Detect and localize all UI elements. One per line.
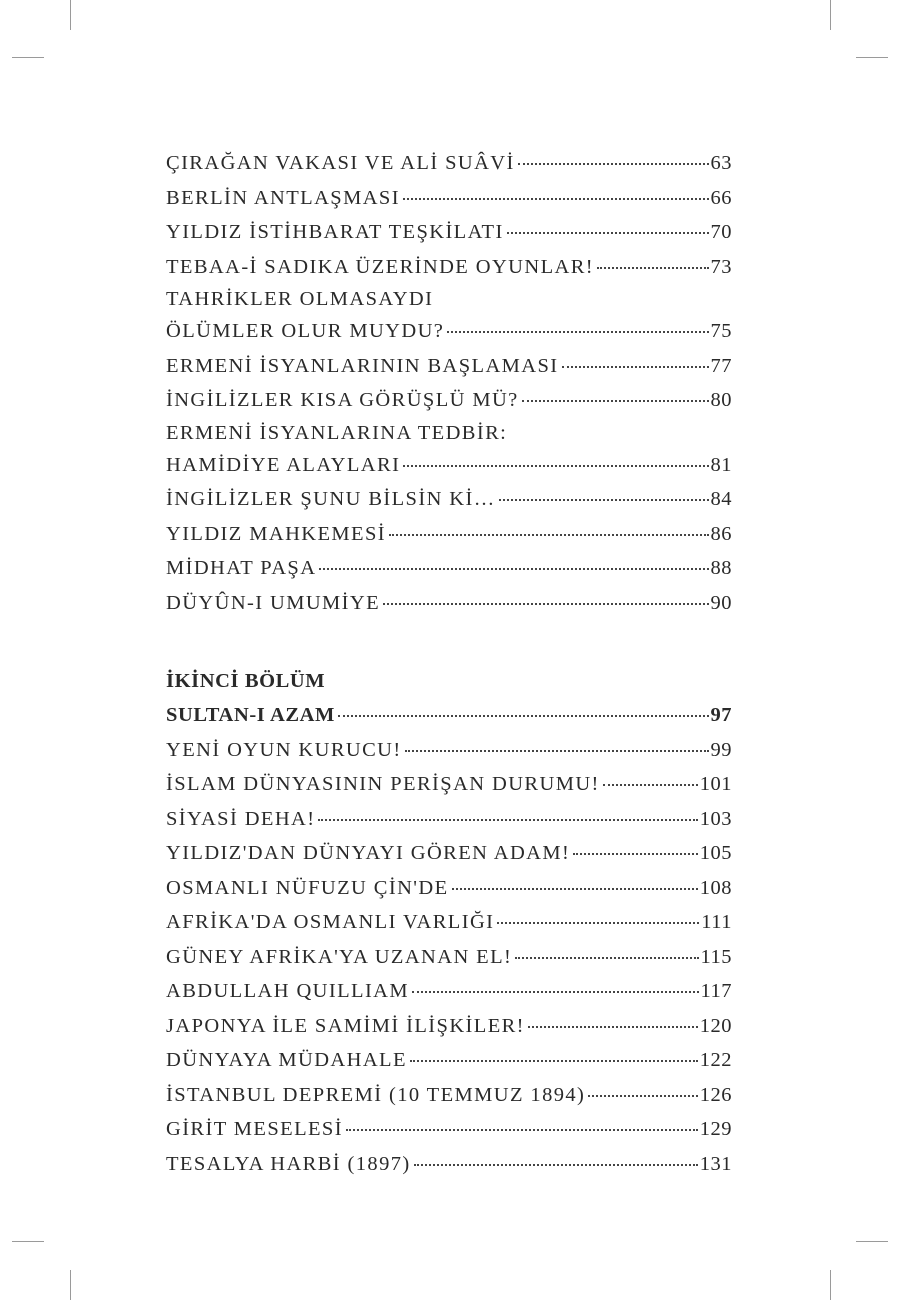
toc-entry [166,1043,732,1078]
toc-entry-title: TESALYA HARBİ (1897) [166,1152,411,1175]
table-of-contents [166,146,732,1181]
toc-entry-page: 97 [710,704,732,726]
toc-entry-page: 115 [700,945,732,968]
dot-leader [515,957,698,959]
dot-leader [412,991,698,993]
toc-entry-title: SİYASİ DEHA! [166,807,316,830]
dot-leader [507,232,709,234]
toc-entry-title: İSTANBUL DEPREMİ (10 TEMMUZ 1894) [166,1083,586,1106]
toc-entry [166,215,732,250]
toc-entry-page: 73 [710,255,732,278]
toc-entry [166,146,732,181]
dot-leader [403,198,709,200]
toc-entry [166,314,732,349]
toc-entry-title: İNGİLİZLER ŞUNU BİLSİN Kİ… [166,488,496,510]
toc-entry [166,482,732,517]
toc-entry-title: YILDIZ İSTİHBARAT TEŞKİLATI [166,221,504,243]
dot-leader [405,750,709,752]
toc-entry [166,767,732,802]
dot-leader [518,163,709,165]
toc-entry [166,905,732,940]
toc-entry-page: 122 [699,1049,732,1071]
toc-entry-title: YILDIZ MAHKEMESİ [166,522,386,545]
dot-leader [522,400,709,402]
dot-leader [410,1060,698,1062]
toc-entry-two-line [166,418,732,483]
toc-entry [166,1009,732,1044]
toc-entry-page: 131 [699,1152,732,1175]
crop-mark-top-right [830,0,831,30]
dot-leader [346,1129,698,1131]
toc-entry-title: JAPONYA İLE SAMİMİ İLİŞKİLER! [166,1014,525,1037]
toc-entry-page: 63 [710,152,732,174]
toc-entry-page: 77 [710,354,732,377]
toc-entry-page: 129 [699,1118,732,1140]
toc-entry-page: 103 [699,807,732,830]
dot-leader [597,267,709,269]
toc-entry [166,733,732,768]
crop-mark-top-left [70,0,71,30]
toc-entry-page: 99 [710,738,732,761]
toc-entry-page: 80 [710,389,732,411]
toc-entry [166,940,732,975]
toc-entry [166,517,732,552]
toc-entry [166,871,732,906]
toc-entry-page: 117 [700,980,732,1002]
crop-mark-left-bottom [12,1241,44,1242]
dot-leader [497,922,699,924]
toc-entry-page: 86 [710,522,732,545]
toc-entry-title: DÜNYAYA MÜDAHALE [166,1049,407,1071]
toc-entry-page: 108 [699,876,732,899]
toc-entry-title: İNGİLİZLER KISA GÖRÜŞLÜ MÜ? [166,389,519,411]
toc-entry-title-line2: HAMİDİYE ALAYLARI [166,453,401,476]
toc-entry-title: TEBAA-İ SADIKA ÜZERİNDE OYUNLAR! [166,255,594,278]
toc-entry-title-line1: TAHRİKLER OLMASAYDI [166,288,434,310]
toc-entry [166,448,732,483]
crop-mark-right-top [856,57,888,58]
crop-mark-bottom-left [70,1270,71,1300]
toc-entry-chapter [166,698,732,733]
crop-mark-bottom-right [830,1270,831,1300]
toc-entry [166,383,732,418]
toc-entry [166,836,732,871]
toc-entry-title: GİRİT MESELESİ [166,1118,343,1140]
toc-entry [166,181,732,216]
toc-entry-title: BERLİN ANTLAŞMASI [166,186,400,209]
dot-leader [528,1026,698,1028]
section-gap [166,620,732,664]
toc-entry [166,250,732,285]
toc-entry-page: 84 [710,488,732,510]
toc-entry-page: 66 [710,186,732,209]
toc-entry-page: 120 [699,1014,732,1037]
toc-entry-title-line1: ERMENİ İSYANLARINA TEDBİR: [166,421,508,444]
toc-entry-page: 70 [710,221,732,243]
toc-entry [166,802,732,837]
toc-entry [166,1147,732,1182]
toc-entry-title: DÜYÛN-I UMUMİYE [166,591,381,614]
toc-entry-page: 75 [710,320,732,342]
toc-entry-title: GÜNEY AFRİKA'YA UZANAN EL! [166,945,513,968]
toc-entry [166,1112,732,1147]
toc-entry-page: 126 [699,1083,732,1106]
toc-entry-title: AFRİKA'DA OSMANLI VARLIĞI [166,911,495,933]
toc-entry-page: 81 [710,453,732,476]
toc-entry-page: 111 [701,911,732,933]
toc-group-1 [166,146,732,284]
toc-entry-page: 90 [710,591,732,614]
toc-entry [166,974,732,1009]
toc-entry-title: ÇIRAĞAN VAKASI VE ALİ SUÂVİ [166,152,515,174]
toc-entry-title: SULTAN-I AZAM [166,704,335,726]
toc-entry-title-line2: ÖLÜMLER OLUR MUYDU? [166,320,445,342]
toc-entry [166,1078,732,1113]
toc-entry-title: ABDULLAH QUILLIAM [166,980,410,1002]
toc-entry-title: YENİ OYUN KURUCU! [166,738,402,761]
crop-mark-left-top [12,57,44,58]
dot-leader [383,603,708,605]
toc-group-3 [166,482,732,620]
dot-leader [414,1164,698,1166]
dot-leader [573,853,698,855]
dot-leader [603,784,698,786]
dot-leader [562,366,709,368]
dot-leader [403,465,708,467]
toc-entry-page: 101 [699,773,732,795]
dot-leader [389,534,709,536]
dot-leader [338,715,709,717]
toc-entry [166,586,732,621]
crop-mark-right-bottom [856,1241,888,1242]
dot-leader [447,331,708,333]
toc-group-2 [166,349,732,418]
dot-leader [588,1095,698,1097]
toc-entry [166,551,732,586]
dot-leader [452,888,698,890]
toc-entry-page: 88 [710,557,732,579]
toc-entry-page: 105 [699,842,732,864]
toc-entry-title: YILDIZ'DAN DÜNYAYI GÖREN ADAM! [166,842,571,864]
section-heading: İKİNCİ BÖLÜM [166,670,326,692]
toc-entry-title: İSLAM DÜNYASININ PERİŞAN DURUMU! [166,773,600,795]
dot-leader [318,819,697,821]
toc-group-4 [166,733,732,1182]
dot-leader [319,568,708,570]
toc-entry [166,349,732,384]
toc-entry-title: OSMANLI NÜFUZU ÇİN'DE [166,876,449,899]
toc-entry-title: ERMENİ İSYANLARININ BAŞLAMASI [166,354,559,377]
toc-entry-two-line [166,284,732,349]
toc-entry-title: MİDHAT PAŞA [166,557,317,579]
dot-leader [499,499,709,501]
